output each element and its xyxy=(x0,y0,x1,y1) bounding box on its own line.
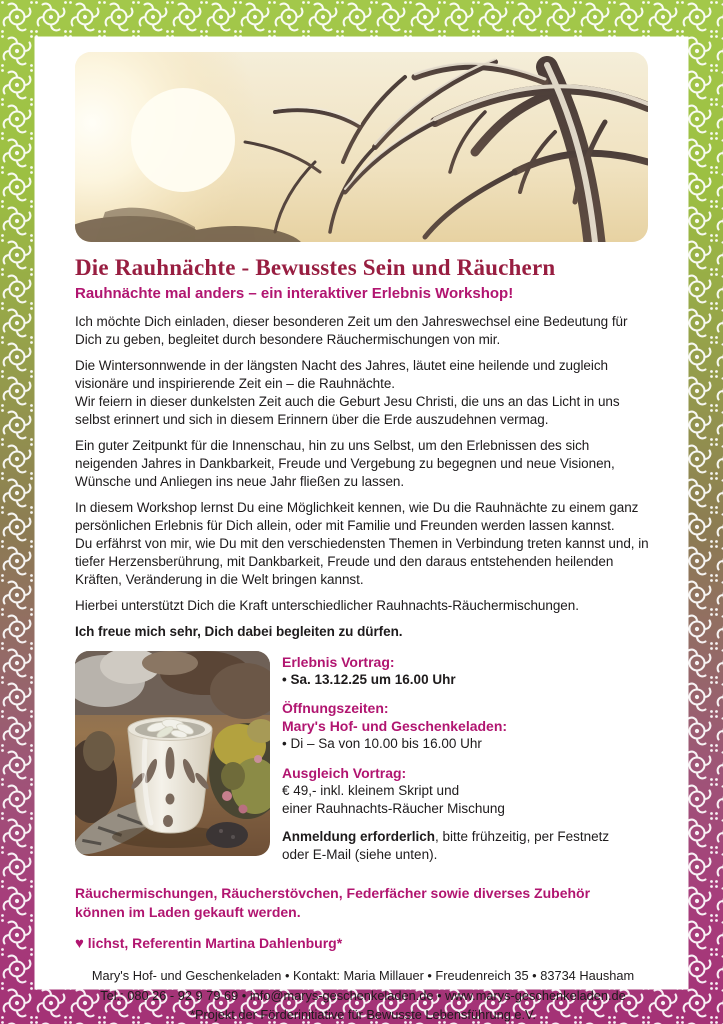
detail-group-erlebnis xyxy=(282,653,612,689)
footer-contact xyxy=(75,966,651,1024)
winter-trees-sun-photo xyxy=(75,52,648,242)
event-section xyxy=(75,651,651,875)
ceramic-burner xyxy=(128,717,212,833)
anmeldung-note xyxy=(282,828,612,864)
signoff xyxy=(75,935,651,952)
paragraph-solstice-1: Die Wintersonnwende in der längsten Nacht des Jahres, läutet eine heilende und zugleich visionäre und inspirierende Zeit ein – die Rauhnächte. xyxy=(75,358,608,392)
oeffnungszeiten-heading: Öffnungszeiten: xyxy=(282,699,389,716)
shop-note: Räuchermischungen, Räucherstövchen, Federfächer sowie diverses Zubehör können im Laden gekauft werden. xyxy=(75,884,591,920)
event-details xyxy=(282,651,612,875)
detail-group-ausgleich xyxy=(282,764,612,819)
signoff-text: lichst, Referentin Martina Dahlenburg* xyxy=(83,935,343,952)
paragraph-solstice-2: Wir feiern in dieser dunkelsten Zeit auch die Geburt Jesu Christi, die uns an das Licht in uns selbst erinnert und sich in diesem Erinnern über die Erde auszudehnen vermag. xyxy=(75,394,620,428)
page-subtitle: Rauhnächte mal anders – ein interaktiver Erlebnis Workshop! xyxy=(75,285,514,303)
oeffnungszeiten-line: • Di – Sa von 10.00 bis 16.00 Uhr xyxy=(282,736,482,752)
footer-phone-email-line: Tel.: 080 26 - 92 9 79 69 • info@marys-geschenkeladen.de • www.marys-geschenkeladen.de xyxy=(100,987,626,1003)
stone xyxy=(206,822,248,848)
paragraph-reflection: Ein guter Zeitpunkt für die Innenschau, hin zu uns Selbst, um den Erlebnissen des sich neigenden Jahres in Dankbarkeit, Freude und Vergebung zu begegnen und neue Visionen, Wünsche und Anliegen ins neue Jahr fließen zu lassen. xyxy=(75,438,615,489)
heart-icon: ♥ xyxy=(75,935,84,953)
paragraph-invitation: Ich möchte Dich einladen, dieser besonderen Zeit um den Jahreswechsel eine Bedeutung für Dich zu geben, begleitet durch besondere Räuchermischungen von mir. xyxy=(75,314,628,348)
paragraph-workshop-1: In diesem Workshop lernst Du eine Möglichkeit kennen, wie Du die Rauhnächte zu einem ganz persönlichen Erlebnis für Dich allein, oder mit Familie und Freunden werden lassen kannst. xyxy=(75,499,639,533)
price-line-1: € 49,- inkl. kleinem Skript und xyxy=(282,782,460,798)
paragraph-mixtures: Hierbei unterstützt Dich die Kraft unterschiedlicher Rauhnachts-Räuchermischungen. xyxy=(75,597,579,613)
incense-burner-photo xyxy=(75,651,270,856)
laden-name-heading: Mary's Hof- und Geschenkeladen: xyxy=(282,718,508,735)
detail-group-oeffnungszeiten xyxy=(282,699,612,754)
sun-disc xyxy=(131,88,235,192)
footer-address-line: Mary's Hof- und Geschenkeladen • Kontakt: Maria Millauer • Freudenreich 35 • 83734 Hausham xyxy=(91,968,635,984)
footer-project-line: *Projekt der Förderinitiative für Bewusste Lebensführung e.V. xyxy=(190,1006,536,1022)
ausgleich-heading: Ausgleich Vortrag: xyxy=(282,764,407,781)
price-line-2: einer Rauhnachts-Räucher Mischung xyxy=(282,800,505,816)
background-clutter xyxy=(75,651,270,719)
erlebnis-heading: Erlebnis Vortrag: xyxy=(282,653,395,670)
page-title: Die Rauhnächte - Bewusstes Sein und Räuchern xyxy=(75,255,556,280)
flyer-page xyxy=(36,38,687,1022)
erlebnis-date: • Sa. 13.12.25 um 16.00 Uhr xyxy=(282,671,456,687)
detail-group-anmeldung xyxy=(282,828,612,864)
paragraph-workshop-2: Du erfährst von mir, wie Du mit den verschiedensten Themen in Verbindung treten kannst und, in tiefer Herzensberührung, mit Dankbarkeit, Freude und den daraus entstehenden heilenden Kräften, Veränderung in die Welt bringen kannst. xyxy=(75,535,649,587)
anmeldung-rest: , bitte frühzeitig, per Festnetz oder E-Mail (siehe unten). xyxy=(282,829,610,863)
anmeldung-bold: Anmeldung erforderlich xyxy=(282,829,436,845)
body-copy xyxy=(75,313,651,640)
highlight-text: Ich freue mich sehr, Dich dabei begleiten zu dürfen. xyxy=(75,623,403,639)
